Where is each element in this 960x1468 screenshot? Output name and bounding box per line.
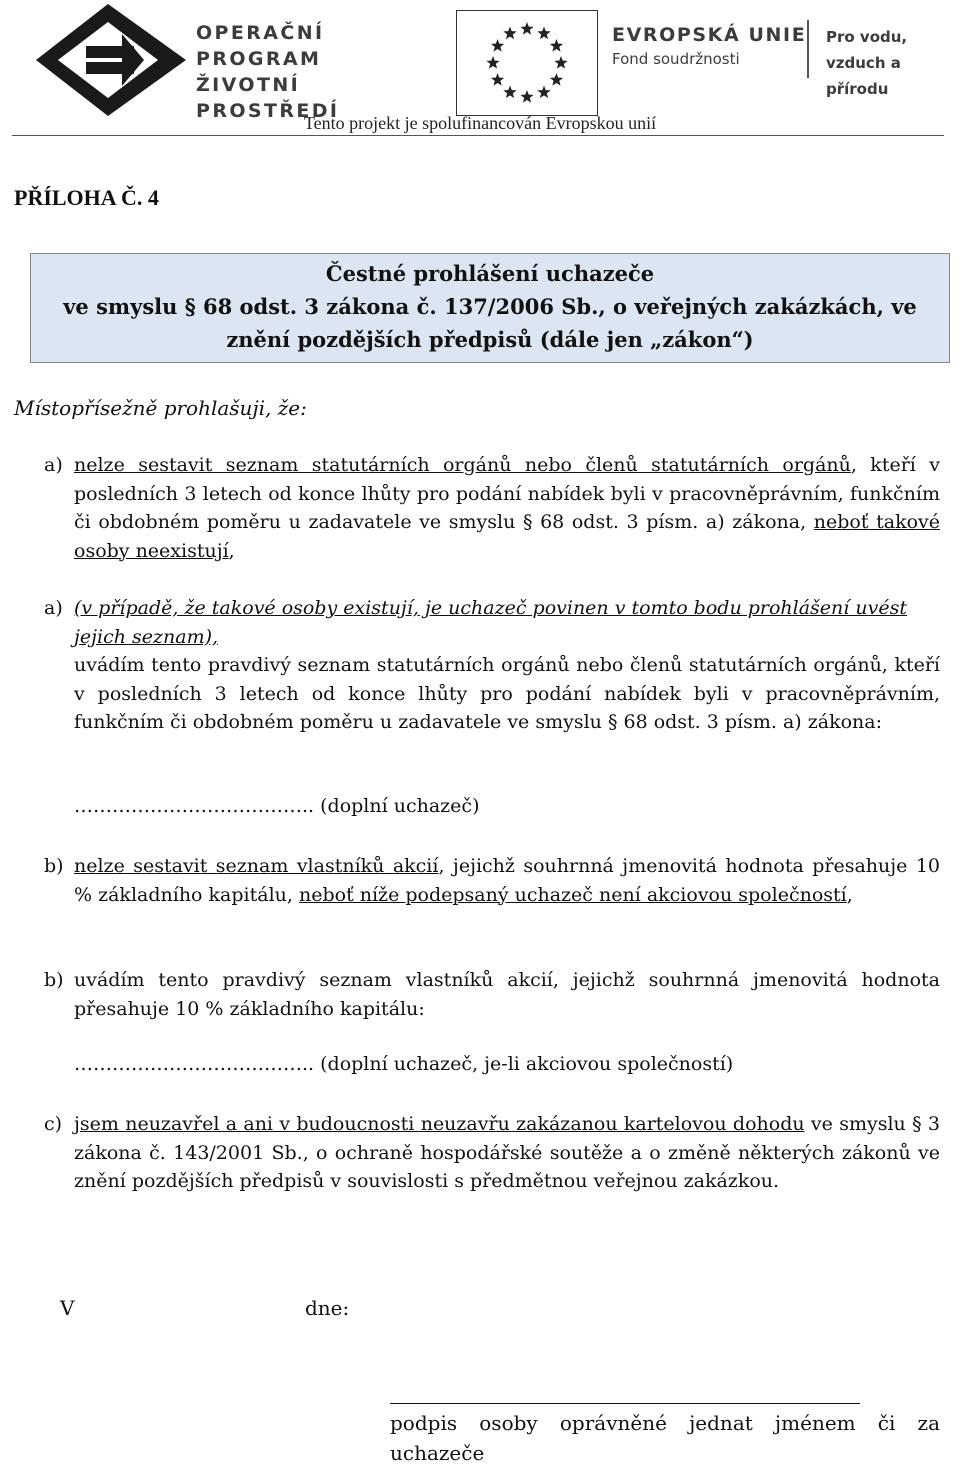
place-field-label: V (60, 1296, 75, 1320)
item-label: a) (44, 597, 63, 619)
eu-star (537, 27, 550, 40)
cofinance-note: Tento projekt je spolufinancován Evropskou unií (303, 113, 657, 133)
op-zp-logo (36, 4, 186, 116)
eu-slogan-line1: Pro vodu, (826, 28, 908, 46)
header-divider (807, 20, 809, 78)
eu-star (520, 22, 533, 35)
item-text: , jejichž souhrnná jmenovitá hodnota přesahuje 10 % základního kapitálu, (74, 855, 941, 906)
op-program-line1: OPERAČNÍ PROGRAM (196, 22, 325, 70)
underlined-text: nelze sestavit seznam statutárních orgánů nebo členů statutárních orgánů (74, 454, 851, 476)
eu-slogan (826, 24, 960, 102)
title-line3: znění pozdějších předpisů (dále jen „zákon“) (226, 327, 754, 352)
eu-star (491, 73, 504, 86)
item-text: uvádím tento pravdivý seznam statutárních orgánů nebo členů statutárních orgánů, kteří v posledních 3 letech od konce lhůty pro podání nabídek byli v pracovněprávním, funkčním či obdobném poměru u zadavatele ve smyslu § 68 odst. 3 písm. a) zákona: (74, 654, 940, 733)
eu-subtitle: Fond soudržnosti (612, 50, 740, 68)
underlined-text: neboť takové osoby neexistují (74, 511, 940, 562)
item-c-cartel (44, 1110, 940, 1196)
eu-title: EVROPSKÁ UNIE (612, 24, 807, 46)
eu-star (503, 85, 516, 98)
eu-star (550, 39, 563, 52)
item-b-no-list (44, 852, 940, 909)
item-text: uvádím tento pravdivý seznam vlastníků akcií, jejichž souhrnná jmenovitá hodnota přesahuje 10 % základního kapitálu: (74, 969, 940, 1020)
item-label: c) (44, 1113, 63, 1135)
item-body (74, 852, 940, 909)
item-note: (v případě, že takové osoby existují, je uchazeč povinen v tomto bodu prohlášení uvést jejich seznam), (74, 597, 907, 648)
signature-line (390, 1403, 860, 1404)
eu-stars-icon (457, 11, 597, 115)
item-label: b) (44, 855, 64, 877)
header-rule (12, 135, 944, 136)
fill-placeholder-b: ……………………………….. (doplní uchazeč, je-li akciovou společností) (74, 1053, 734, 1075)
fill-placeholder-a: ……………………………….. (doplní uchazeč) (74, 795, 480, 817)
eu-slogan-line2: vzduch a přírodu (826, 54, 901, 98)
item-a-list (44, 594, 940, 737)
item-body (74, 451, 940, 565)
op-program-name (196, 20, 436, 124)
annex-label: PŘÍLOHA Č. 4 (14, 185, 159, 210)
eu-flag-logo (456, 10, 598, 116)
declaration-title-box (30, 253, 950, 363)
signature-label: podpis osoby oprávněné jednat jménem či za uchazeče (390, 1411, 940, 1465)
underlined-text: jsem neuzavřel a ani v budoucnosti neuzavřu zakázanou kartelovou dohodu (74, 1113, 805, 1135)
item-a-no-list (44, 451, 940, 565)
eu-star (537, 85, 550, 98)
underlined-text: neboť níže podepsaný uchazeč není akciovou společností (298, 883, 847, 906)
item-text: , kteří v posledních 3 letech od konce lhůty pro podání nabídek byli v pracovněprávním, funkčním či obdobném poměru u zadavatele ve smyslu § 68 odst. 3 písm. a) zákona, (74, 454, 940, 533)
eu-star (554, 56, 567, 69)
eu-star (550, 73, 563, 86)
item-b-list (44, 966, 940, 1023)
eu-star (503, 27, 516, 40)
date-field-label: dne: (305, 1296, 350, 1320)
eu-star (491, 39, 504, 52)
item-label: a) (44, 454, 63, 476)
item-text: , (228, 539, 235, 562)
declaration-intro: Místopřísežně prohlašuji, že: (14, 396, 307, 420)
eu-star (486, 56, 499, 69)
title-line1: Čestné prohlášení uchazeče (325, 261, 655, 286)
title-line2: ve smyslu § 68 odst. 3 zákona č. 137/2006 Sb., o veřejných zakázkách, ve (63, 294, 917, 319)
item-body (74, 594, 940, 737)
underlined-text: nelze sestavit seznam vlastníků akcií (74, 855, 439, 877)
item-body (74, 1110, 940, 1196)
item-text: , (846, 883, 853, 906)
item-text: ve smyslu § 3 zákona č. 143/2001 Sb., o ochraně hospodářské soutěže a o změně některých zákonů ve znění pozdějších předpisů v souvislosti s předmětnou veřejnou zakázkou. (74, 1113, 940, 1192)
item-label: b) (44, 969, 64, 991)
eu-star (520, 90, 533, 103)
op-program-line2: ŽIVOTNÍ PROSTŘEDÍ (196, 74, 340, 122)
